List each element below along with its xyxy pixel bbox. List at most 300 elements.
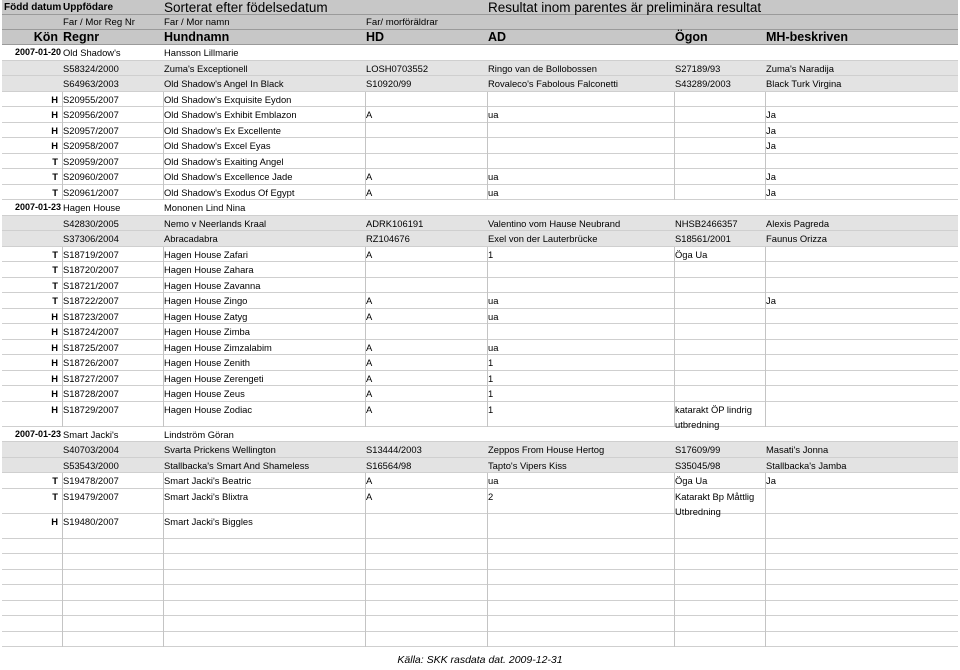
eyes-cell: katarakt ÖP lindrig utbredning: [675, 403, 752, 430]
header-eyes: Ögon: [675, 30, 708, 44]
column-divider: [765, 554, 766, 570]
regnr-cell: S20959/2007: [63, 155, 119, 167]
grandparent-name: Zeppos From House Hertog: [488, 444, 605, 455]
column-divider: [765, 309, 766, 325]
header-grandparents: Far/ morföräldrar: [366, 17, 438, 28]
parent-reg: S64963/2003: [63, 78, 119, 89]
sex-cell: H: [51, 93, 58, 105]
hd-cell: A: [366, 475, 373, 486]
column-divider: [765, 123, 766, 139]
column-divider: [674, 616, 675, 632]
column-divider: [674, 340, 675, 356]
grandparent-name: Alexis Pagreda: [766, 217, 830, 229]
column-divider: [365, 278, 366, 294]
dog-name-cell: Smart Jacki's Blixtra: [164, 490, 249, 502]
header-row-1: [2, 0, 958, 15]
column-divider: [163, 539, 164, 555]
ad-cell: 1: [488, 372, 494, 384]
column-divider: [62, 539, 63, 555]
column-divider: [674, 355, 675, 371]
column-divider: [163, 278, 164, 294]
birth-date: 2007-01-20: [14, 47, 61, 57]
grandparent-reg: S27189/93: [675, 62, 721, 74]
empty-row: [2, 601, 958, 617]
grandparent-name: Rovaleco's Fabolous Falconetti: [488, 78, 618, 89]
sex-cell: T: [52, 295, 58, 306]
column-divider: [365, 138, 366, 154]
grandparent-name: Ringo van de Bollobossen: [488, 62, 597, 74]
regnr-cell: S20961/2007: [63, 186, 119, 198]
column-divider: [163, 473, 164, 489]
header-row-2: [2, 15, 958, 30]
puppy-row: [2, 185, 958, 201]
grandparent-reg: LOSH0703552: [366, 62, 429, 74]
grandparent-reg: S43289/2003: [675, 78, 731, 89]
mh-cell: Ja: [766, 124, 776, 136]
column-divider: [62, 371, 63, 387]
header-breeder: Uppfödare: [63, 2, 113, 13]
column-divider: [674, 585, 675, 601]
breeder-name: Old Shadow's: [63, 47, 121, 58]
puppy-row: [2, 324, 958, 340]
parent-reg: S42830/2005: [63, 217, 119, 229]
column-divider: [163, 601, 164, 617]
dog-name-cell: Hagen House Zimba: [164, 326, 250, 337]
puppy-row: [2, 92, 958, 108]
column-divider: [674, 554, 675, 570]
column-divider: [765, 402, 766, 427]
source-footer: Källa: SKK rasdata dat. 2009-12-31: [397, 654, 563, 666]
column-divider: [365, 371, 366, 387]
column-divider: [674, 489, 675, 514]
hd-cell: A: [366, 295, 373, 306]
sex-cell: H: [51, 388, 58, 399]
column-divider: [163, 355, 164, 371]
column-divider: [674, 632, 675, 648]
dog-name-cell: Hagen House Zeus: [164, 388, 245, 399]
column-divider: [365, 570, 366, 586]
column-divider: [674, 386, 675, 402]
column-divider: [365, 185, 366, 201]
column-divider: [487, 324, 488, 340]
column-divider: [365, 123, 366, 139]
ad-cell: 1: [488, 388, 494, 399]
empty-row: [2, 632, 958, 648]
header-parent-name: Far / Mor namn: [164, 17, 230, 28]
puppy-row: [2, 473, 958, 489]
column-divider: [62, 355, 63, 371]
column-divider: [62, 154, 63, 170]
column-divider: [674, 324, 675, 340]
parent-row: [2, 231, 958, 247]
column-divider: [62, 554, 63, 570]
hd-cell: A: [366, 171, 373, 182]
column-divider: [674, 514, 675, 539]
column-divider: [765, 355, 766, 371]
column-divider: [365, 473, 366, 489]
column-divider: [487, 585, 488, 601]
grandparent-reg: S17609/99: [675, 444, 721, 455]
column-divider: [765, 386, 766, 402]
regnr-cell: S18721/2007: [63, 279, 119, 291]
column-divider: [674, 169, 675, 185]
column-divider: [765, 185, 766, 201]
parent-name: Nemo v Neerlands Kraal: [164, 217, 267, 229]
puppy-row: [2, 489, 958, 517]
empty-row: [2, 570, 958, 586]
dog-name-cell: Old Shadow's Excellence Jade: [164, 171, 293, 182]
ad-cell: ua: [488, 295, 499, 306]
column-divider: [365, 293, 366, 309]
regnr-cell: S20956/2007: [63, 109, 119, 120]
column-divider: [674, 107, 675, 123]
grandparent-reg: S13444/2003: [366, 444, 422, 455]
column-divider: [163, 123, 164, 139]
sex-cell: H: [51, 124, 58, 136]
column-divider: [487, 138, 488, 154]
column-divider: [163, 371, 164, 387]
column-divider: [163, 247, 164, 263]
column-divider: [365, 616, 366, 632]
column-divider: [487, 123, 488, 139]
column-divider: [765, 278, 766, 294]
sex-cell: H: [51, 109, 58, 120]
column-divider: [765, 92, 766, 108]
column-divider: [62, 616, 63, 632]
column-divider: [674, 402, 675, 427]
eyes-cell: Öga Ua: [675, 475, 708, 486]
header-sex: Kön: [33, 30, 58, 44]
column-divider: [163, 185, 164, 201]
column-divider: [163, 107, 164, 123]
column-divider: [62, 632, 63, 648]
sex-cell: H: [51, 310, 58, 322]
column-divider: [163, 514, 164, 539]
owner-name: Mononen Lind Nina: [164, 202, 246, 213]
header-hd: HD: [366, 30, 385, 44]
regnr-cell: S18726/2007: [63, 357, 119, 368]
puppy-row: [2, 247, 958, 263]
grandparent-name: Masati's Jonna: [766, 444, 829, 455]
column-divider: [163, 92, 164, 108]
parent-row: [2, 61, 958, 77]
dog-name-cell: Old Shadow's Exodus Of Egypt: [164, 186, 295, 198]
column-divider: [487, 247, 488, 263]
parent-reg: S37306/2004: [63, 233, 119, 244]
column-divider: [487, 262, 488, 278]
sex-cell: H: [51, 357, 58, 368]
breeder-name: Smart Jacki's: [63, 428, 119, 440]
hd-cell: A: [366, 388, 373, 399]
column-divider: [487, 616, 488, 632]
column-divider: [62, 570, 63, 586]
sex-cell: T: [52, 186, 58, 198]
column-divider: [163, 402, 164, 427]
column-divider: [487, 601, 488, 617]
column-divider: [365, 632, 366, 648]
column-divider: [487, 309, 488, 325]
sex-cell: H: [51, 326, 58, 337]
hd-cell: A: [366, 248, 373, 260]
dog-name-cell: Hagen House Zerengeti: [164, 372, 264, 384]
column-divider: [674, 154, 675, 170]
hd-cell: A: [366, 109, 373, 120]
dog-name-cell: Hagen House Zimzalabim: [164, 341, 272, 353]
puppy-row: [2, 138, 958, 154]
puppy-row: [2, 402, 958, 430]
header-regnr: Regnr: [63, 30, 100, 44]
column-divider: [487, 154, 488, 170]
column-divider: [163, 585, 164, 601]
sex-cell: T: [52, 248, 58, 260]
dog-name-cell: Old Shadow's Ex Excellente: [164, 124, 281, 136]
column-divider: [62, 514, 63, 539]
column-divider: [674, 185, 675, 201]
dog-name-cell: Hagen House Zafari: [164, 248, 248, 260]
regnr-cell: S20955/2007: [63, 93, 119, 105]
birth-date: 2007-01-23: [14, 202, 61, 212]
ad-cell: ua: [488, 186, 499, 198]
sex-cell: T: [52, 279, 58, 291]
column-divider: [765, 570, 766, 586]
hd-cell: A: [366, 372, 373, 384]
dog-name-cell: Smart Jacki's Biggles: [164, 515, 253, 527]
puppy-row: [2, 371, 958, 387]
ad-cell: ua: [488, 341, 499, 353]
column-divider: [163, 340, 164, 356]
regnr-cell: S18729/2007: [63, 403, 119, 415]
column-divider: [365, 514, 366, 539]
column-divider: [487, 539, 488, 555]
parent-reg: S58324/2000: [63, 62, 119, 74]
header-results-title: Resultat inom parentes är preliminära resultat: [488, 0, 762, 15]
hd-cell: A: [366, 341, 373, 353]
puppy-row: [2, 309, 958, 325]
grandparent-reg: S35045/98: [675, 459, 721, 471]
column-divider: [487, 402, 488, 427]
owner-name: Hansson Lillmarie: [164, 47, 239, 58]
parent-name: Old Shadow's Angel In Black: [164, 78, 284, 89]
litter-row: [2, 200, 958, 216]
ad-cell: 1: [488, 403, 494, 415]
regnr-cell: S20958/2007: [63, 140, 119, 151]
column-divider: [62, 107, 63, 123]
dog-name-cell: Hagen House Zenith: [164, 357, 250, 368]
header-birth-date: Född datum: [4, 2, 62, 13]
sex-cell: T: [52, 475, 58, 486]
dog-name-cell: Old Shadow's Exaiting Angel: [164, 155, 284, 167]
column-divider: [163, 616, 164, 632]
grandparent-name: Exel von der Lauterbrücke: [488, 233, 598, 244]
column-divider: [765, 262, 766, 278]
column-divider: [765, 293, 766, 309]
column-divider: [365, 539, 366, 555]
column-divider: [62, 293, 63, 309]
grandparent-reg: S10920/99: [366, 78, 412, 89]
dog-name-cell: Hagen House Zodiac: [164, 403, 253, 415]
column-divider: [62, 489, 63, 514]
column-divider: [365, 554, 366, 570]
column-divider: [62, 585, 63, 601]
regnr-cell: S19479/2007: [63, 490, 119, 502]
column-divider: [62, 473, 63, 489]
dog-name-cell: Old Shadow's Excel Eyas: [164, 140, 271, 151]
grandparent-reg: ADRK106191: [366, 217, 424, 229]
column-divider: [163, 309, 164, 325]
column-divider: [365, 247, 366, 263]
column-divider: [674, 601, 675, 617]
regnr-cell: S18723/2007: [63, 310, 119, 322]
column-divider: [765, 539, 766, 555]
puppy-row: [2, 154, 958, 170]
puppy-row: [2, 107, 958, 123]
dog-name-cell: Hagen House Zavanna: [164, 279, 261, 291]
column-divider: [487, 340, 488, 356]
column-divider: [765, 169, 766, 185]
regnr-cell: S19480/2007: [63, 515, 119, 527]
column-divider: [765, 138, 766, 154]
eyes-cell: Öga Ua: [675, 248, 708, 260]
sex-cell: T: [52, 155, 58, 167]
parent-row: [2, 216, 958, 232]
column-divider: [765, 473, 766, 489]
grandparent-name: Black Turk Virgina: [766, 78, 842, 89]
grandparent-name: Stallbacka's Jamba: [766, 459, 847, 471]
grandparent-reg: S16564/98: [366, 459, 412, 471]
parent-reg: S40703/2004: [63, 444, 119, 455]
puppy-row: [2, 514, 958, 539]
grandparent-reg: NHSB2466357: [675, 217, 738, 229]
column-divider: [487, 386, 488, 402]
column-divider: [365, 489, 366, 514]
column-divider: [674, 539, 675, 555]
column-divider: [765, 107, 766, 123]
column-divider: [365, 107, 366, 123]
mh-cell: Ja: [766, 109, 776, 120]
empty-row: [2, 539, 958, 555]
column-divider: [765, 514, 766, 539]
regnr-cell: S18722/2007: [63, 295, 119, 306]
parent-name: Stallbacka's Smart And Shameless: [164, 459, 310, 471]
column-divider: [487, 169, 488, 185]
dog-name-cell: Smart Jacki's Beatric: [164, 475, 252, 486]
eyes-cell: Katarakt Bp Måttlig Utbredning: [675, 490, 755, 517]
column-divider: [62, 247, 63, 263]
sex-cell: T: [52, 171, 58, 182]
column-divider: [62, 262, 63, 278]
grandparent-reg: RZ104676: [366, 233, 410, 244]
dog-name-cell: Old Shadow's Exquisite Eydon: [164, 93, 292, 105]
grandparent-name: Tapto's Vipers Kiss: [488, 459, 567, 471]
column-divider: [674, 293, 675, 309]
ad-cell: 2: [488, 490, 494, 502]
ad-cell: ua: [488, 171, 499, 182]
column-divider: [163, 554, 164, 570]
header-parent-reg: Far / Mor Reg Nr: [63, 17, 135, 28]
hd-cell: A: [366, 310, 373, 322]
column-divider: [62, 138, 63, 154]
mh-cell: Ja: [766, 171, 776, 182]
column-divider: [674, 123, 675, 139]
regnr-cell: S18719/2007: [63, 248, 119, 260]
mh-cell: Ja: [766, 295, 776, 306]
regnr-cell: S18724/2007: [63, 326, 119, 337]
ad-cell: 1: [488, 357, 494, 368]
column-divider: [674, 262, 675, 278]
column-divider: [365, 262, 366, 278]
column-divider: [365, 92, 366, 108]
birth-date: 2007-01-23: [14, 428, 61, 439]
column-divider: [487, 278, 488, 294]
column-divider: [365, 154, 366, 170]
column-divider: [674, 371, 675, 387]
column-divider: [365, 340, 366, 356]
ad-cell: 1: [488, 248, 494, 260]
sex-cell: H: [51, 403, 58, 415]
column-divider: [163, 324, 164, 340]
column-divider: [163, 262, 164, 278]
header-sorted-title: Sorterat efter födelsedatum: [164, 0, 328, 15]
hd-cell: A: [366, 490, 373, 502]
column-divider: [163, 489, 164, 514]
litter-row: [2, 45, 958, 61]
parent-row: [2, 458, 958, 474]
column-divider: [765, 247, 766, 263]
column-divider: [674, 473, 675, 489]
sex-cell: T: [52, 264, 58, 275]
parent-name: Zuma's Exceptionell: [164, 62, 248, 74]
puppy-row: [2, 169, 958, 185]
column-divider: [62, 309, 63, 325]
column-divider: [365, 386, 366, 402]
column-divider: [163, 138, 164, 154]
column-divider: [163, 570, 164, 586]
column-divider: [487, 355, 488, 371]
litter-row: [2, 427, 958, 443]
column-divider: [62, 278, 63, 294]
column-divider: [163, 293, 164, 309]
column-divider: [487, 371, 488, 387]
column-divider: [365, 309, 366, 325]
column-divider: [163, 169, 164, 185]
mh-cell: Ja: [766, 140, 776, 151]
sex-cell: H: [51, 515, 58, 527]
column-divider: [163, 154, 164, 170]
header-row-3: [2, 30, 958, 45]
dog-name-cell: Hagen House Zatyg: [164, 310, 248, 322]
column-divider: [765, 340, 766, 356]
column-divider: [487, 570, 488, 586]
puppy-row: [2, 262, 958, 278]
grandparent-name: Faunus Orizza: [766, 233, 827, 244]
column-divider: [365, 601, 366, 617]
column-divider: [365, 585, 366, 601]
regnr-cell: S18725/2007: [63, 341, 119, 353]
parent-name: Abracadabra: [164, 233, 218, 244]
column-divider: [62, 340, 63, 356]
grandparent-reg: S18561/2001: [675, 233, 731, 244]
column-divider: [765, 601, 766, 617]
regnr-cell: S18720/2007: [63, 264, 119, 275]
column-divider: [163, 386, 164, 402]
parent-reg: S53543/2000: [63, 459, 119, 471]
regnr-cell: S19478/2007: [63, 475, 119, 486]
regnr-cell: S18727/2007: [63, 372, 119, 384]
dog-name-cell: Old Shadow's Exhibit Emblazon: [164, 109, 297, 120]
sex-cell: H: [51, 140, 58, 151]
column-divider: [163, 632, 164, 648]
hd-cell: A: [366, 357, 373, 368]
